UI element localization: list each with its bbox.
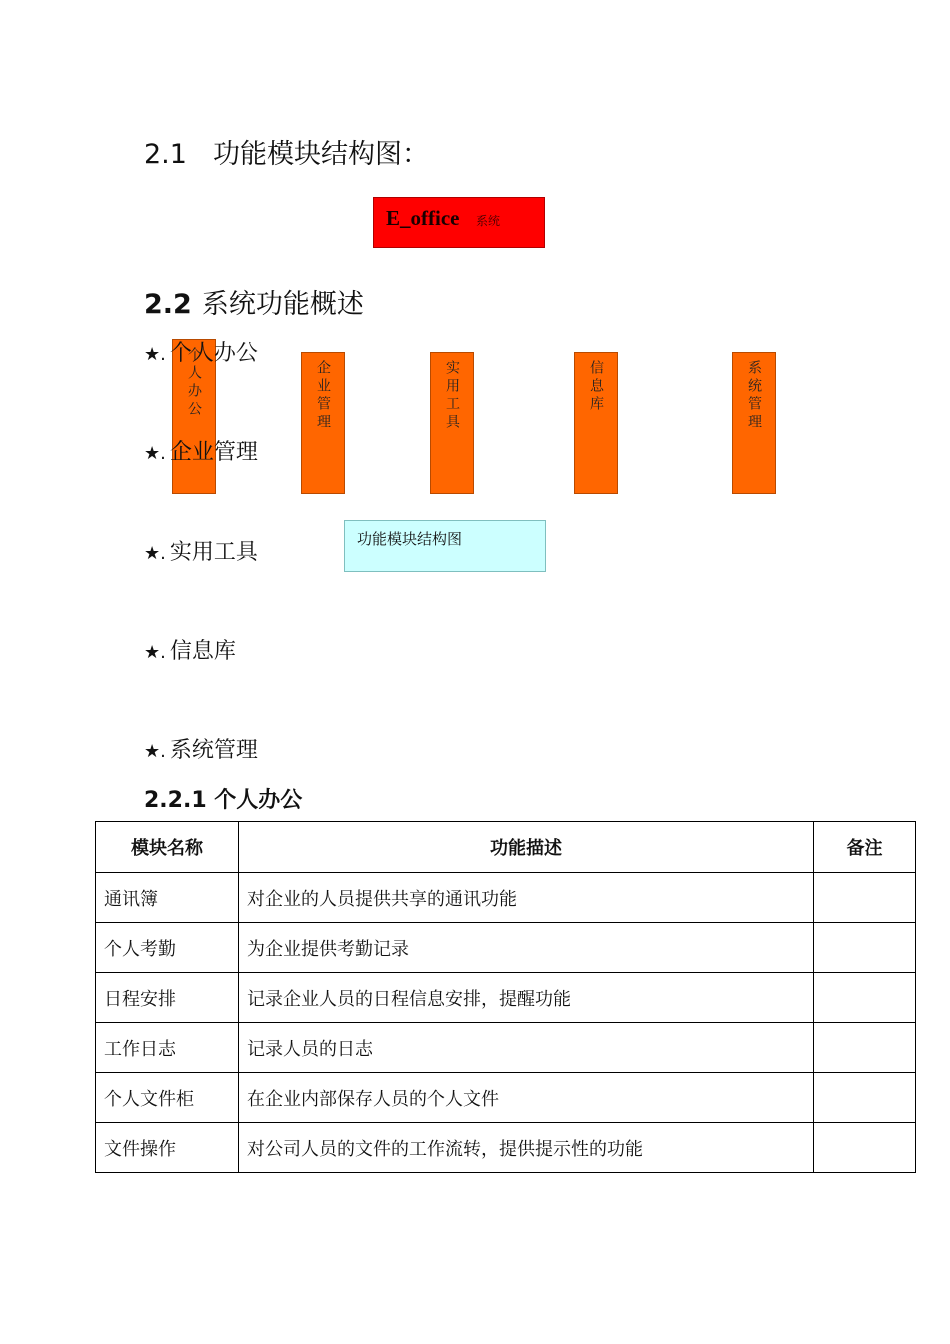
module-name-cell: 个人文件柜 <box>96 1073 239 1123</box>
remark-cell <box>814 973 916 1023</box>
star-icon: ★. <box>144 741 166 762</box>
table-row <box>96 923 916 973</box>
table-row <box>96 1073 916 1123</box>
module-table <box>95 821 916 1173</box>
module-box-enterprise-management <box>301 352 345 494</box>
table-row <box>96 1023 916 1073</box>
star-icon: ★. <box>144 543 166 564</box>
star-icon: ★. <box>144 443 166 464</box>
root-system-box <box>373 197 545 248</box>
section-heading-2-2-1: 2.2.1 个人办公 <box>144 788 303 813</box>
module-label: 企业管理 <box>315 360 331 432</box>
column-header: 备注 <box>814 822 916 873</box>
bullet-item-personal-office <box>144 336 258 367</box>
table-row <box>96 1123 916 1173</box>
star-icon: ★. <box>144 642 166 663</box>
module-label: 个人办公 <box>186 347 202 419</box>
section-number: 2.2 <box>144 289 192 320</box>
bullet-text: 系统管理 <box>169 738 258 763</box>
module-box-information-library <box>574 352 618 494</box>
root-system-name: E_office <box>386 206 460 230</box>
module-name-cell: 文件操作 <box>96 1123 239 1173</box>
root-system-suffix: 系统 <box>476 214 501 228</box>
remark-cell <box>814 873 916 923</box>
remark-cell <box>814 1023 916 1073</box>
section-heading-2-2 <box>144 282 364 321</box>
description-cell: 对公司人员的文件的工作流转，提供提示性的功能 <box>239 1123 814 1173</box>
diagram-caption: 功能模块结构图 <box>344 520 546 572</box>
remark-cell <box>814 923 916 973</box>
table-row <box>96 973 916 1023</box>
bullet-text: 企业管理 <box>169 440 258 465</box>
section-title: 功能模块结构图： <box>212 139 429 170</box>
star-icon: ★. <box>144 344 166 365</box>
module-label: 实用工具 <box>444 360 460 432</box>
table-row <box>96 873 916 923</box>
remark-cell <box>814 1073 916 1123</box>
module-label: 信息库 <box>588 360 604 414</box>
description-cell: 记录人员的日志 <box>239 1023 814 1073</box>
bullet-item-practical-tools <box>144 535 258 566</box>
bullet-item-enterprise-management <box>144 435 258 466</box>
section-heading-2-1 <box>144 132 429 171</box>
module-box-system-management <box>732 352 776 494</box>
module-label: 系统管理 <box>746 360 762 432</box>
bullet-item-information-library <box>144 634 236 665</box>
module-box-practical-tools <box>430 352 474 494</box>
bullet-text: 信息库 <box>169 639 236 664</box>
column-header: 模块名称 <box>96 822 239 873</box>
bullet-item-system-management <box>144 733 258 764</box>
bullet-text: 实用工具 <box>169 540 258 565</box>
table-header-row <box>96 822 916 873</box>
module-name-cell: 工作日志 <box>96 1023 239 1073</box>
bullet-text: 个人办公 <box>169 341 258 366</box>
section-title: 系统功能概述 <box>201 289 364 320</box>
remark-cell <box>814 1123 916 1173</box>
module-name-cell: 个人考勤 <box>96 923 239 973</box>
module-name-cell: 日程安排 <box>96 973 239 1023</box>
description-cell: 对企业的人员提供共享的通讯功能 <box>239 873 814 923</box>
description-cell: 为企业提供考勤记录 <box>239 923 814 973</box>
section-number: 2.1 <box>144 139 187 170</box>
column-header: 功能描述 <box>239 822 814 873</box>
description-cell: 记录企业人员的日程信息安排，提醒功能 <box>239 973 814 1023</box>
description-cell: 在企业内部保存人员的个人文件 <box>239 1073 814 1123</box>
module-name-cell: 通讯簿 <box>96 873 239 923</box>
